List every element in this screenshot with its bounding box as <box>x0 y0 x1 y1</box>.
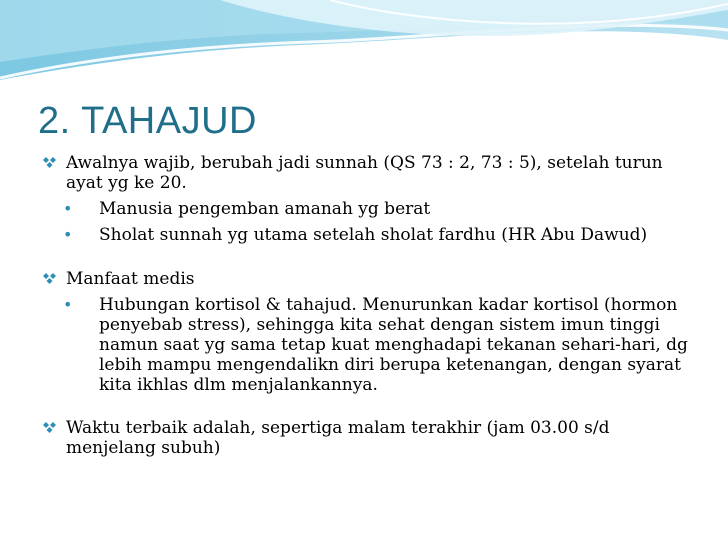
list-item <box>42 418 702 458</box>
list-item-text: Awalnya wajib, berubah jadi sunnah (QS 73 : 2, 73 : 5), setelah turun ayat yg ke 20. <box>66 153 663 193</box>
dot-bullet-icon: • <box>63 225 73 244</box>
list-item-text: Manfaat medis <box>66 269 195 289</box>
list-item <box>42 269 702 289</box>
slide-body <box>42 153 702 458</box>
sub-list-item <box>42 295 702 395</box>
sub-list-item <box>42 199 702 219</box>
list-item-text: Waktu terbaik adalah, sepertiga malam terakhir (jam 03.00 s/d menjelang subuh) <box>66 418 610 458</box>
sub-list-item-text: Hubungan kortisol & tahajud. Menurunkan kadar kortisol (hormon penyebab stress), sehingga kita sehat dengan sistem imun tinggi namun saat yg sama tetap kuat menghadapi tekanan sehari-hari, dg lebih mampu mengendalikn diri berupa ketenangan, dengan syarat kita ikhlas dlm menjalankannya. <box>99 295 688 395</box>
sub-list-item-text: Manusia pengemban amanah yg berat <box>99 199 431 219</box>
slide-title: 2. TAHAJUD <box>38 100 257 142</box>
dot-bullet-icon: • <box>63 199 73 218</box>
diamond-bullet-icon <box>42 272 60 286</box>
dot-bullet-icon: • <box>63 295 73 314</box>
diamond-bullet-icon <box>42 421 60 435</box>
sub-list-item <box>42 225 702 245</box>
sub-list-item-text: Sholat sunnah yg utama setelah sholat fardhu (HR Abu Dawud) <box>99 225 648 245</box>
header-wave-decoration <box>0 0 728 90</box>
list-item <box>42 153 702 193</box>
diamond-bullet-icon <box>42 156 60 170</box>
